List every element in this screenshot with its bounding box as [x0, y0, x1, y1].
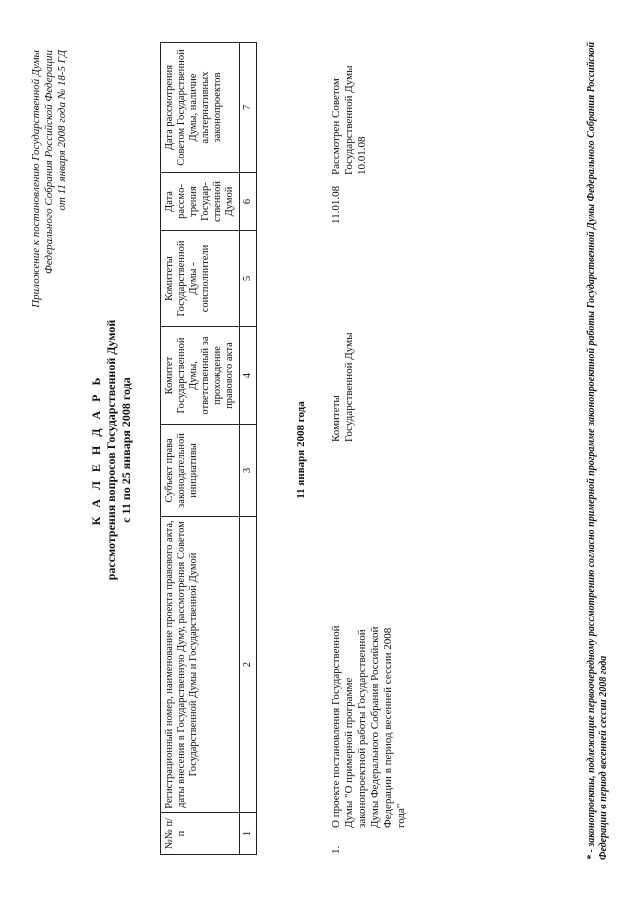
- column-number: 5: [240, 231, 257, 327]
- header-cell-number: №№ п/п: [161, 813, 240, 855]
- column-number: 1: [240, 813, 257, 855]
- column-number: 6: [240, 173, 257, 231]
- column-number: 7: [240, 43, 257, 173]
- column-number: 2: [240, 517, 257, 813]
- item-council-status: Рассмотрен Советом Государственной Думы 10.01.08: [330, 65, 368, 175]
- appendix-note: [30, 50, 69, 390]
- appendix-line-3: от 11 января 2008 года № 18-5 ГД: [56, 50, 68, 211]
- item-committee: Комитеты Государственной Думы: [330, 332, 355, 442]
- item-title: О проекте постановления Государственной Думы "О примерной программе законопроектной работы Государственной Думы Федерального Собрания Российской Федерации в период весенней сессии 2008 года": [330, 625, 407, 828]
- header-cell-duma-date: Дата рассмо-трения Государ-ственной Думой: [161, 173, 240, 231]
- document-subtitle: рассмотрения вопросов Государственной Думой: [104, 319, 118, 581]
- column-number: 3: [240, 425, 257, 517]
- table-header-row: [161, 43, 240, 855]
- header-cell-initiator: Субъект права законодательной инициативы: [161, 425, 240, 517]
- column-number: 4: [240, 327, 257, 425]
- header-cell-co-committees: Комитеты Государственной Думы - соисполнители: [161, 231, 240, 327]
- document-title: К А Л Е Н Д А Р Ь: [89, 374, 103, 526]
- header-cell-title: Регистрационный номер, наименование проекта правового акта, даты внесения в Государственную Думу, рассмотрения Советом Государственной Думы и Государственной Думой: [161, 517, 240, 813]
- item-duma-date: 11.01.08: [330, 185, 342, 224]
- calendar-table: [160, 42, 257, 855]
- column-number-row: [240, 43, 257, 855]
- document-period: с 11 по 25 января 2008 года: [119, 377, 133, 523]
- document-heading: [88, 10, 134, 890]
- header-cell-council-date: Дата рассмотрения Советом Государственной Думы, наличие альтернативных законопроектов: [161, 43, 240, 173]
- rotated-content: [10, 10, 630, 890]
- header-cell-responsible-committee: Комитет Государственной Думы, ответственный за прохождение правового акта: [161, 327, 240, 425]
- item-number: 1.: [330, 845, 342, 854]
- day-heading: 11 января 2008 года: [295, 401, 307, 499]
- footnote: * - законопроекты, подлежащие первоочередному рассмотрению согласно примерной программе законопроектной работы Государственной Думы Федерального Собрания Российской Федерации в период весенней сессии 2008 года: [586, 41, 609, 860]
- appendix-line-2: Федерального Собрания Российской Федерации: [43, 50, 55, 274]
- appendix-line-1: Приложение к постановлению Государственной Думы: [30, 50, 42, 308]
